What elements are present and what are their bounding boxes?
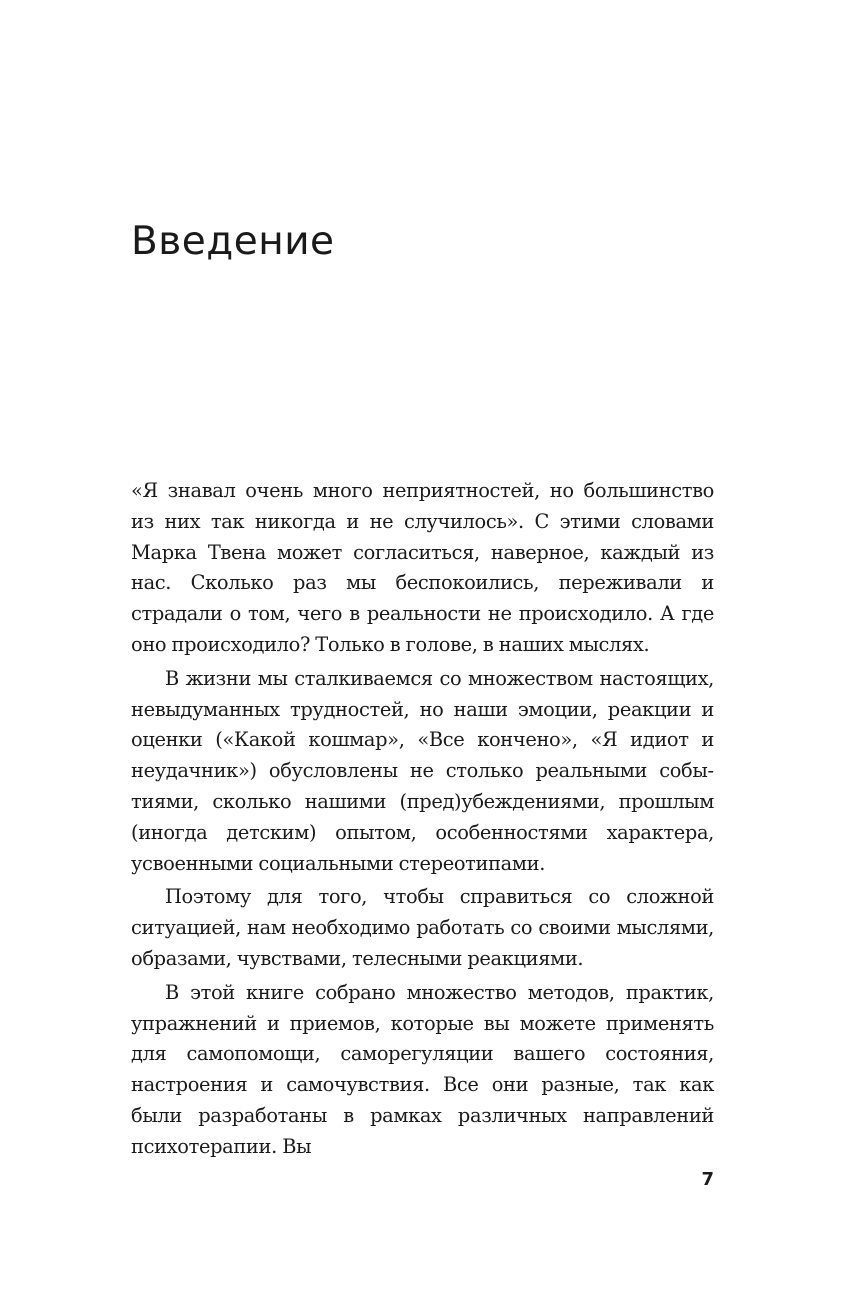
chapter-title: Введение (131, 219, 335, 264)
paragraph-1: «Я знавал очень много неприятностей, но большинство из них так никогда и не случилось». С этими словами Марка Твена может согласиться, наверное, каждый из нас. Сколько раз мы беспокоились, переживали и страдали о том, чего в реальности не происходило. А где оно происходило? Только в голове, в наших мыслях. (131, 479, 714, 656)
paragraph-3: Поэтому для того, чтобы справиться со сложной ситуацией, нам необходимо работать со своими мыслями, образами, чувствами, телесными реакциями. (131, 885, 714, 970)
paragraph-2: В жизни мы сталкиваемся со множеством настоящих, невыдуманных трудностей, но наши эмоции, реакции и оценки («Какой кошмар», «Все кончено», «Я идиот и неудачник») обусловлены не столько реальными событиями, сколько нашими (пред)убеждениями, прошлым (иногда детским) опытом, особенностями характера, усвоенными социальными стереотипами. (131, 666, 714, 875)
paragraph-4: В этой книге собрано множество методов, практик, упражнений и приемов, которые вы можете применять для самопомощи, саморегуляции вашего состояния, настроения и самочувствия. Все они разные, так как были разработаны в рамках различных направлений психотерапии. Вы (131, 980, 714, 1158)
body-text (131, 476, 714, 1166)
page-number: 7 (701, 1169, 714, 1190)
